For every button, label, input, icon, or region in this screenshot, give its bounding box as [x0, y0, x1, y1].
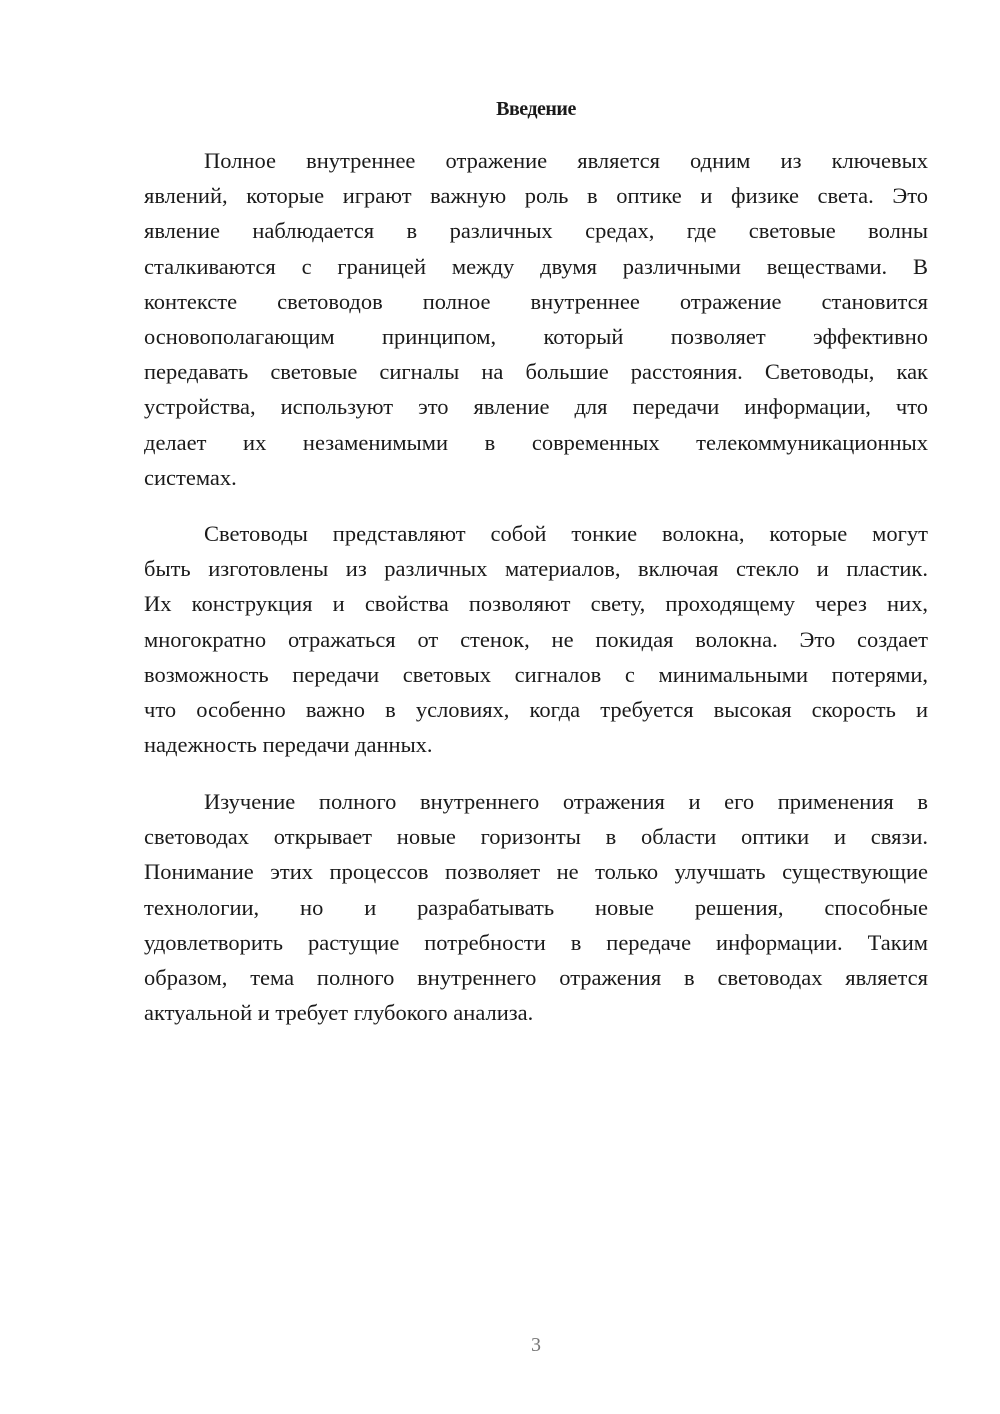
text-line: системах.	[144, 464, 237, 490]
text-line: Их конструкция и свойства позволяют свету, проходящему через них,	[144, 591, 928, 617]
text-line: образом, тема полного внутреннего отражения в световодах является	[144, 964, 928, 990]
text-line: многократно отражаться от стенок, не покидая волокна. Это создает	[144, 626, 928, 652]
text-line: Изучение полного внутреннего отражения и его применения в	[204, 789, 928, 814]
text-line: быть изготовлены из различных материалов, включая стекло и пластик.	[144, 556, 928, 582]
text-line: Понимание этих процессов позволяет не только улучшать существующие	[144, 859, 928, 885]
text-line: Полное внутреннее отражение является одним из ключевых	[204, 148, 928, 173]
paragraph-2	[144, 516, 928, 762]
paragraph-3	[144, 784, 928, 1030]
text-line: основополагающим принципом, который позволяет эффективно	[144, 323, 928, 349]
text-line: Световоды представляют собой тонкие волокна, которые могут	[204, 521, 928, 546]
text-line: контексте световодов полное внутреннее отражение становится	[144, 288, 928, 314]
paragraph-1	[144, 143, 928, 495]
text-line: технологии, но и разрабатывать новые решения, способные	[144, 894, 928, 920]
text-line: делает их незаменимыми в современных телекоммуникационных	[144, 429, 928, 455]
page-number: 3	[531, 1334, 541, 1356]
text-line: передавать световые сигналы на большие расстояния. Световоды, как	[144, 359, 928, 385]
text-line: устройства, используют это явление для передачи информации, что	[144, 394, 928, 420]
text-line: что особенно важно в условиях, когда требуется высокая скорость и	[144, 696, 928, 722]
text-line: удовлетворить растущие потребности в передаче информации. Таким	[144, 929, 928, 955]
text-line: явление наблюдается в различных средах, где световые волны	[144, 218, 928, 244]
text-line: возможность передачи световых сигналов с минимальными потерями,	[144, 661, 928, 687]
text-line: актуальной и требует глубокого анализа.	[144, 1000, 534, 1026]
text-line: явлений, которые играют важную роль в оптике и физике света. Это	[144, 183, 928, 209]
text-line: сталкиваются с границей между двумя различными веществами. В	[144, 253, 928, 279]
text-line: световодах открывает новые горизонты в области оптики и связи.	[144, 824, 928, 850]
section-heading: Введение	[496, 98, 576, 120]
text-line: надежность передачи данных.	[144, 732, 433, 758]
